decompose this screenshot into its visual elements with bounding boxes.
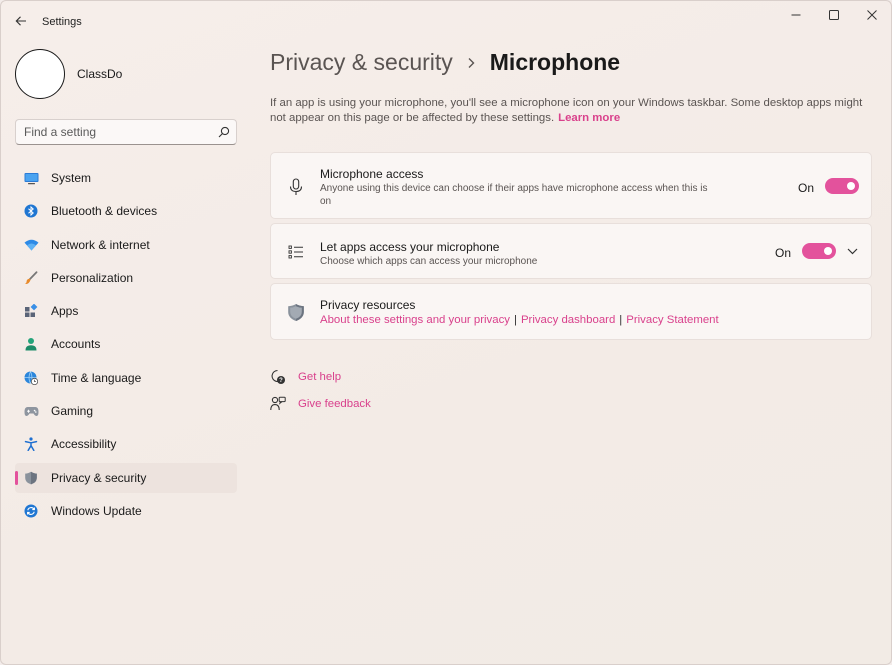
profile-name: ClassDo bbox=[77, 67, 123, 81]
sidebar-item-label: Accounts bbox=[51, 337, 101, 352]
apps-access-toggle[interactable] bbox=[802, 243, 836, 259]
person-icon bbox=[23, 336, 39, 352]
sidebar-item-label: Time & language bbox=[51, 370, 142, 385]
sidebar-item-label: Network & internet bbox=[51, 237, 150, 252]
sidebar-item-accessibility[interactable] bbox=[15, 429, 237, 459]
privacy-resources-card bbox=[270, 283, 872, 340]
sidebar-item-personalization[interactable] bbox=[15, 263, 237, 293]
microphone-icon bbox=[286, 177, 306, 197]
microphone-access-card bbox=[270, 152, 872, 219]
description-text: If an app is using your microphone, you'll see a microphone icon on your Windows taskbar. Some desktop apps might not appear on this page or be affected by these settings. bbox=[270, 97, 863, 124]
back-button[interactable] bbox=[11, 11, 31, 31]
sidebar-item-bluetooth[interactable] bbox=[15, 196, 237, 226]
privacy-links bbox=[320, 314, 719, 326]
help-icon bbox=[270, 369, 286, 385]
sidebar-item-label: Windows Update bbox=[51, 503, 142, 518]
search-button[interactable] bbox=[212, 120, 236, 144]
card-title: Let apps access your microphone bbox=[320, 240, 500, 254]
minimize-button[interactable] bbox=[777, 1, 815, 29]
page-title: Microphone bbox=[489, 49, 621, 75]
title-bar bbox=[1, 1, 891, 41]
microphone-access-toggle[interactable] bbox=[825, 178, 859, 194]
get-help-label: Get help bbox=[298, 371, 342, 383]
link-separator: | bbox=[619, 314, 623, 326]
maximize-icon bbox=[829, 10, 839, 20]
toggle-state-label: On bbox=[798, 181, 815, 195]
learn-more-link[interactable]: Learn more bbox=[558, 112, 621, 124]
wifi-icon bbox=[23, 237, 39, 253]
toggle-state-label: On bbox=[775, 246, 792, 260]
sidebar-item-apps[interactable] bbox=[15, 296, 237, 326]
shield-icon bbox=[286, 302, 306, 322]
sidebar-item-label: Apps bbox=[51, 304, 79, 319]
sidebar-item-label: Personalization bbox=[51, 270, 134, 285]
chevron-down-icon bbox=[847, 248, 858, 255]
link-separator: | bbox=[513, 314, 517, 326]
feedback-icon bbox=[270, 396, 286, 412]
apps-icon bbox=[23, 303, 39, 319]
gamepad-icon bbox=[23, 403, 39, 419]
sidebar-item-label: Privacy & security bbox=[51, 470, 147, 485]
arrow-left-icon bbox=[15, 15, 27, 27]
app-title: Settings bbox=[42, 16, 82, 28]
bluetooth-icon bbox=[23, 203, 39, 219]
give-feedback-link[interactable] bbox=[270, 396, 371, 412]
sidebar-item-system[interactable] bbox=[15, 163, 237, 193]
apps-access-card[interactable] bbox=[270, 223, 872, 279]
close-button[interactable] bbox=[853, 1, 891, 29]
search-input[interactable] bbox=[16, 120, 212, 144]
sidebar-item-privacy-security[interactable] bbox=[15, 463, 237, 493]
sidebar-item-windows-update[interactable] bbox=[15, 496, 237, 526]
avatar[interactable] bbox=[15, 49, 65, 99]
privacy-dashboard-link[interactable]: Privacy dashboard bbox=[520, 314, 616, 326]
user-profile[interactable] bbox=[15, 49, 122, 99]
minimize-icon bbox=[791, 10, 801, 20]
update-icon bbox=[23, 503, 39, 519]
search-icon bbox=[218, 126, 230, 138]
monitor-icon bbox=[23, 170, 39, 186]
sidebar-item-gaming[interactable] bbox=[15, 396, 237, 426]
give-feedback-label: Give feedback bbox=[298, 398, 371, 410]
list-icon bbox=[286, 242, 306, 262]
privacy-statement-link[interactable]: Privacy Statement bbox=[626, 314, 719, 326]
card-description: Anyone using this device can choose if their apps have microphone access when this is on bbox=[320, 183, 708, 207]
chevron-right-icon bbox=[467, 57, 476, 69]
sidebar-item-label: Accessibility bbox=[51, 437, 117, 452]
brush-icon bbox=[23, 270, 39, 286]
breadcrumb-parent-link[interactable]: Privacy & security bbox=[270, 49, 453, 75]
svg-text:?: ? bbox=[279, 378, 283, 385]
breadcrumb bbox=[270, 49, 620, 76]
page-description bbox=[270, 96, 870, 126]
window-controls bbox=[777, 1, 891, 31]
card-title: Microphone access bbox=[320, 167, 424, 181]
sidebar-item-label: System bbox=[51, 171, 92, 185]
search-box bbox=[15, 119, 237, 145]
card-title: Privacy resources bbox=[320, 298, 416, 312]
get-help-link[interactable] bbox=[270, 369, 341, 385]
sidebar-item-time-language[interactable] bbox=[15, 363, 237, 393]
maximize-button[interactable] bbox=[815, 1, 853, 29]
sidebar-item-network[interactable] bbox=[15, 230, 237, 260]
accessibility-icon bbox=[23, 436, 39, 452]
close-icon bbox=[867, 10, 877, 20]
sidebar-item-label: Bluetooth & devices bbox=[51, 204, 158, 219]
sidebar-item-label: Gaming bbox=[51, 404, 94, 419]
globe-clock-icon bbox=[23, 370, 39, 386]
sidebar-item-accounts[interactable] bbox=[15, 329, 237, 359]
card-description: Choose which apps can access your microphone bbox=[320, 256, 538, 267]
sidebar-nav bbox=[15, 163, 237, 529]
shield-icon bbox=[23, 470, 39, 486]
about-privacy-link[interactable]: About these settings and your privacy bbox=[320, 314, 510, 326]
expand-button[interactable] bbox=[844, 243, 860, 259]
